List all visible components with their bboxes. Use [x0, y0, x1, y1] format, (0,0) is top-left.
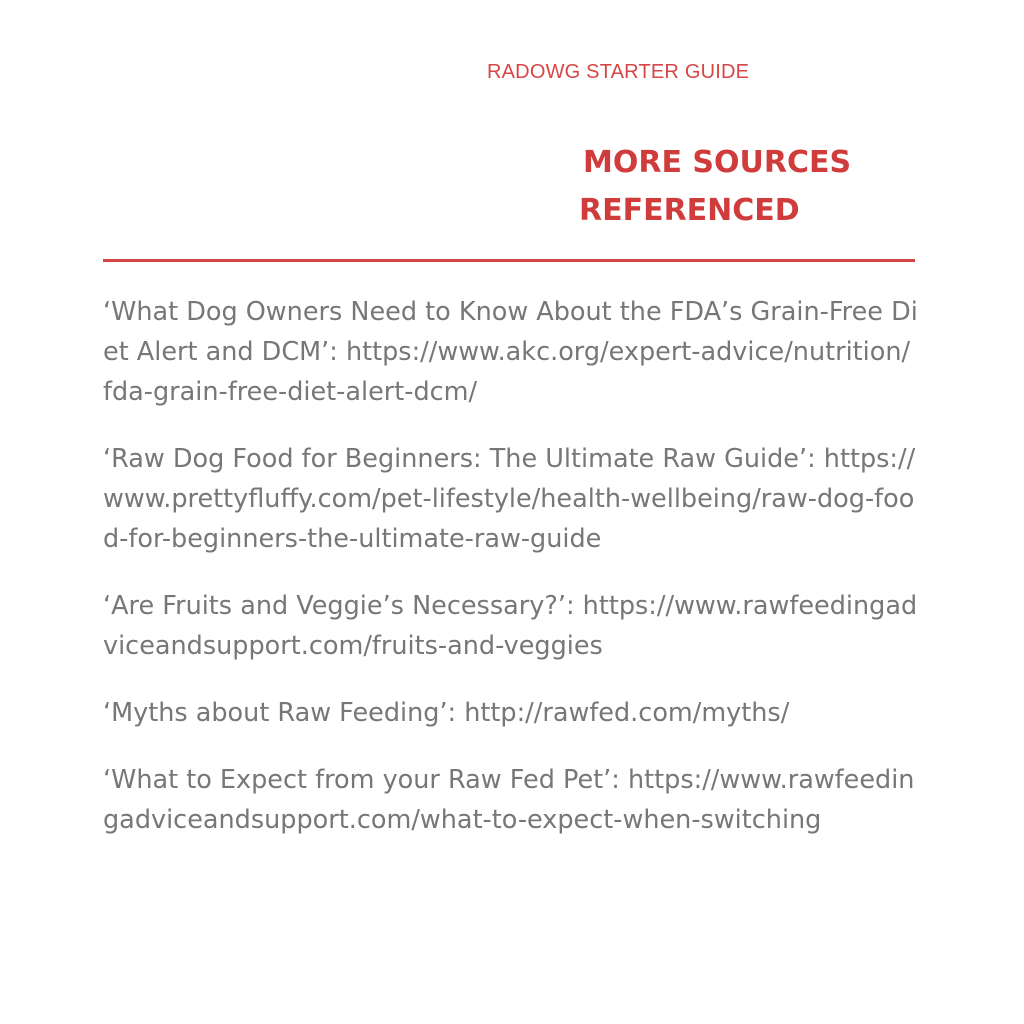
reference-link[interactable]: https://www.prettyfluffy.com/pet-lifestyle/health-wellbeing/raw-dog-food-for-beginners-the-ultimate-raw-guide [103, 444, 916, 554]
reference-title: ‘Are Fruits and Veggie’s Necessary?’: [103, 591, 575, 621]
page-title-line-2: REFERENCED [579, 193, 800, 228]
reference-title: ‘Raw Dog Food for Beginners: The Ultimate Raw Guide’: [103, 444, 816, 474]
brand-title: RADOWG STARTER GUIDE [487, 61, 750, 83]
reference-item [103, 693, 918, 733]
reference-link[interactable]: https://www.akc.org/expert-advice/nutrition/fda-grain-free-diet-alert-dcm/ [103, 337, 911, 407]
divider [103, 259, 915, 262]
reference-item [103, 439, 918, 559]
reference-item [103, 586, 918, 666]
reference-title: ‘What Dog Owners Need to Know About the FDA’s Grain-Free Diet Alert and DCM’: [103, 297, 918, 367]
reference-title: ‘What to Expect from your Raw Fed Pet’: [103, 765, 620, 795]
reference-link[interactable]: https://www.rawfeedingadviceandsupport.com/fruits-and-veggies [103, 591, 918, 661]
reference-link[interactable]: https://www.rawfeedingadviceandsupport.com/what-to-expect-when-switching [103, 765, 915, 835]
reference-item [103, 760, 918, 840]
references-list [103, 292, 918, 867]
reference-title: ‘Myths about Raw Feeding’: [103, 698, 457, 728]
reference-link[interactable]: http://rawfed.com/myths/ [464, 698, 790, 728]
reference-item [103, 292, 918, 412]
page-title-line-1: MORE SOURCES [583, 145, 852, 180]
